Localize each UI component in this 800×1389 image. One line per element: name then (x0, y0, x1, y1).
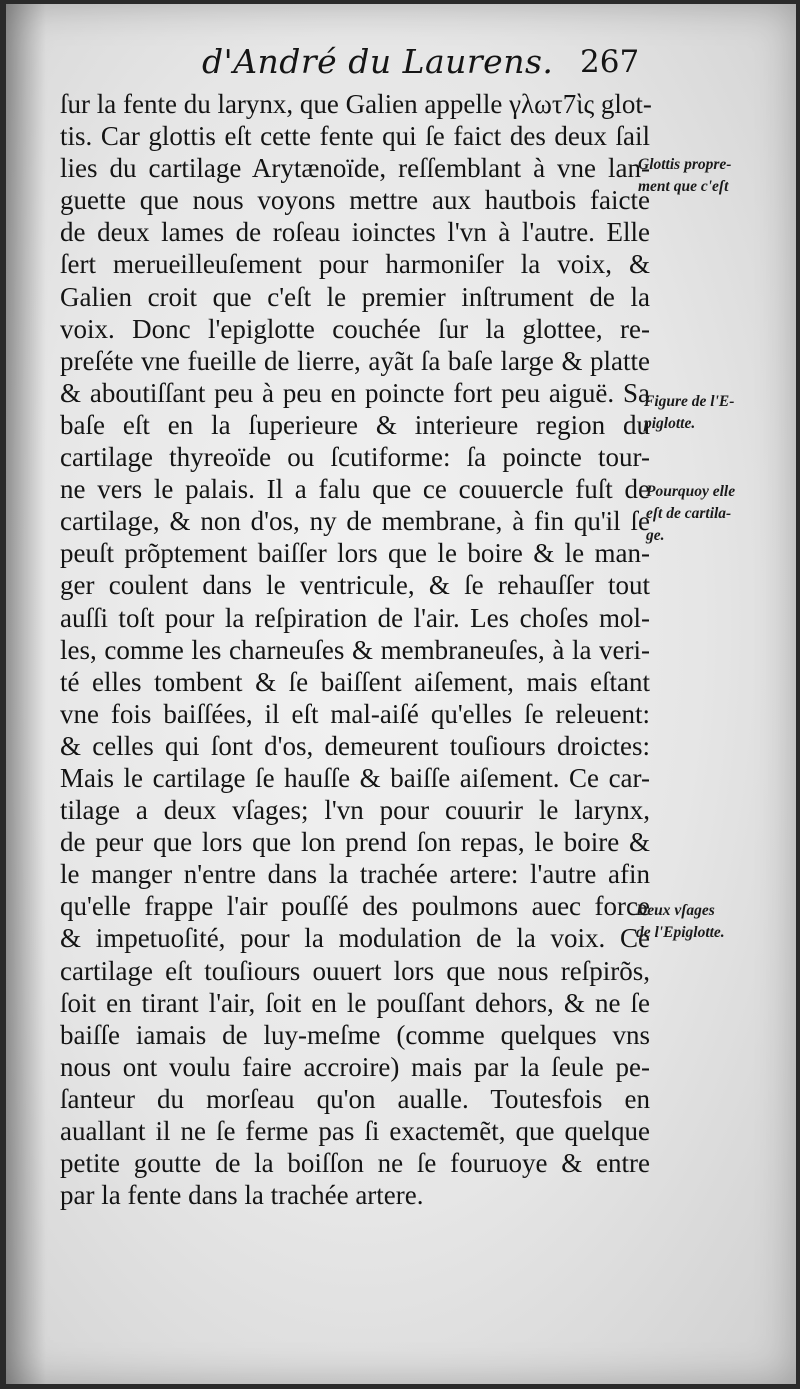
text-line: nous ont voulu faire accroire) mais par la ſeule pe- (60, 1051, 650, 1082)
text-line: le manger n'entre dans la trachée artere: l'autre afin (60, 859, 650, 890)
text-line: Galien croit que c'eſt le premier inſtrument de la (60, 281, 650, 312)
text-line: ſur la fente du larynx, que Galien appelle γλωτ7ὶς glot- (60, 89, 652, 119)
text-line: par la fente dans la trachée artere. (60, 1180, 424, 1211)
text-line: té elles tombent & ſe baiſſent aiſement, mais eſtant (60, 666, 650, 697)
running-head: d'André du Laurens. (202, 42, 554, 81)
text-line: cartilage eſt touſiours ouuert lors que nous reſpirõs, (60, 955, 650, 986)
margin-notes (6, 4, 796, 1384)
text-line: les, comme les charneuſes & membraneuſes, à la veri- (60, 634, 650, 665)
text-line: voix. Donc l'epiglotte couchée ſur la glottee, re- (60, 313, 650, 344)
text-line: auallant il ne ſe ferme pas ſi exactemẽt, que quelque (60, 1116, 650, 1146)
text-line: de peur que lors que lon prend ſon repas, le boire & (60, 827, 650, 858)
text-line: tis. Car glottis eſt cette fente qui ſe faict des deux ſail (60, 121, 650, 152)
margin-note-line: Figure de l'E- (644, 393, 735, 410)
margin-note-line: Pourquoy elle (646, 483, 736, 500)
margin-note-line: ge. (646, 527, 665, 544)
margin-note-line: piglotte. (644, 415, 696, 432)
text-line: ſoit en tirant l'air, ſoit en le pouſſant dehors, & ne ſe (60, 987, 650, 1018)
text-line: & aboutiſſant peu à peu en poincte fort peu aiguë. Sa (60, 377, 650, 408)
text-line: vne fois baiſſées, il eſt mal-aiſé qu'elles ſe releuent: (60, 698, 650, 729)
margin-note-vsages (636, 900, 725, 944)
margin-note-line: eſt de cartila- (646, 505, 732, 522)
margin-note-line: Deux vſages (636, 902, 715, 919)
page-number: 267 (580, 44, 640, 80)
text-line: ger coulent dans le ventricule, & ſe rehauſſer tout (60, 570, 650, 601)
margin-note-glottis (638, 154, 731, 198)
text-line: baſe eſt en la ſuperieure & interieure region du (60, 409, 650, 440)
text-line: Mais le cartilage ſe hauſſe & baiſſe aiſement. Ce car- (60, 762, 650, 793)
text-line: preſéte vne fueille de lierre, ayãt ſa baſe large & platte (60, 345, 650, 376)
text-line: ſanteur du morſeau qu'on aualle. Toutesfois en (60, 1083, 650, 1114)
text-line: cartilage, & non d'os, ny de membrane, à fin qu'il ſe (60, 506, 650, 537)
text-line: baiſſe iamais de luy-meſme (comme quelques vns (60, 1019, 650, 1050)
text-line: ne vers le palais. Il a falu que ce couuercle fuſt de (60, 474, 650, 505)
text-line: qu'elle frappe l'air pouſſé des poulmons auec force (60, 891, 650, 922)
text-line: lies du cartilage Arytænoïde, reſſemblant à vne lan- (60, 153, 650, 184)
margin-note-pourquoy (646, 481, 735, 547)
book-page (6, 4, 796, 1384)
text-line: tilage a deux vſages; l'vn pour couurir le larynx, (60, 795, 650, 826)
text-line: petite goutte de la boiſſon ne ſe fouruoye & entre (60, 1148, 650, 1179)
text-line: & celles qui ſont d'os, demeurent touſiours droictes: (60, 730, 650, 761)
text-line: de deux lames de roſeau ioinctes l'vn à l'autre. Elle (60, 217, 650, 248)
margin-note-figure (644, 391, 734, 435)
text-line: & impetuoſité, pour la modulation de la voix. Ce (60, 923, 650, 954)
margin-note-line: Glottis propre- (638, 156, 732, 173)
margin-note-line: de l'Epiglotte. (636, 924, 725, 941)
margin-note-line: ment que c'eſt (638, 178, 729, 195)
text-line: peuſt prõptement baiſſer lors que le boire & le man- (60, 538, 650, 569)
text-line: cartilage thyreoïde ou ſcutiforme: ſa poincte tour- (60, 442, 650, 473)
text-line: auſſi toſt pour la reſpiration de l'air. Les choſes mol- (60, 602, 650, 633)
text-line: guette que nous voyons mettre aux hautbois faicte (60, 185, 650, 216)
text-line: ſert merueilleuſement pour harmoniſer la voix, & (60, 249, 650, 280)
